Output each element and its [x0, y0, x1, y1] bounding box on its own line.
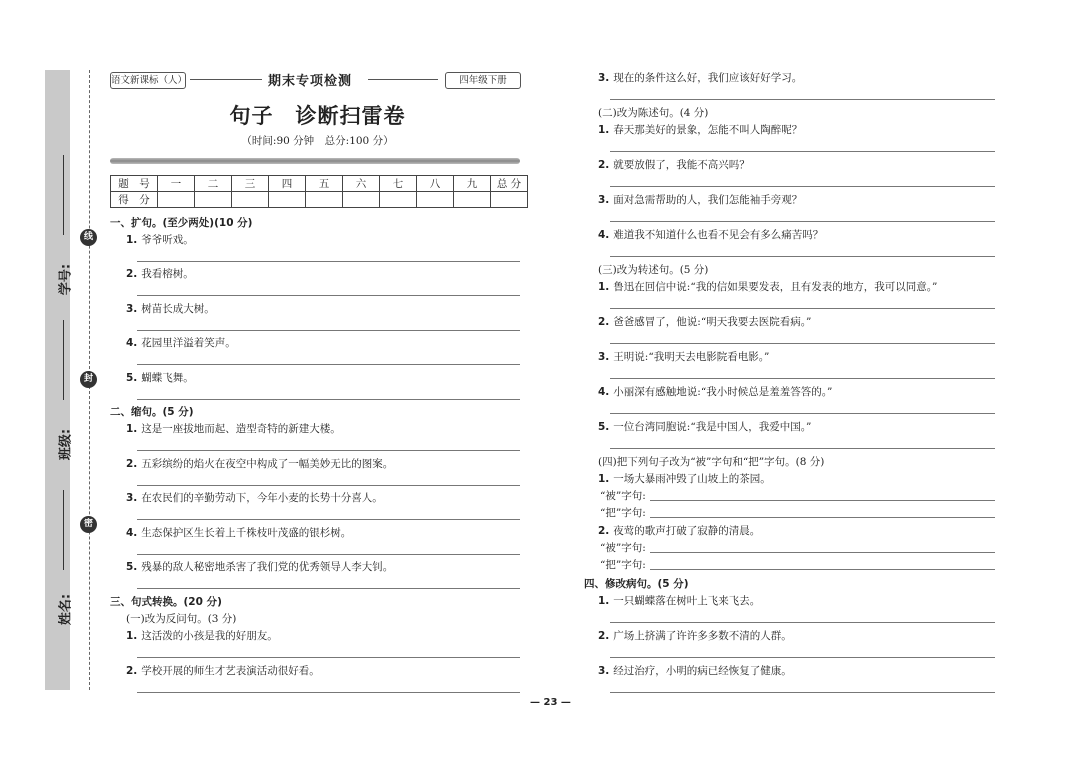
question-text: 五彩缤纷的焰火在夜空中构成了一幅美妙无比的图案。: [141, 458, 394, 470]
score-cell[interactable]: [232, 192, 269, 208]
score-cell[interactable]: [454, 192, 491, 208]
question-text: 我看榕树。: [141, 268, 194, 280]
question-text: 在农民们的辛勤劳动下，今年小麦的长势十分喜人。: [141, 492, 383, 504]
question: 2. 广场上挤满了许许多多数不清的人群。: [598, 630, 792, 642]
question-text: 现在的条件这么好，我们应该好好学习。: [613, 72, 803, 84]
bei-label: “被”字句:: [600, 542, 646, 554]
score-col: 八: [417, 176, 454, 192]
answer-line[interactable]: [610, 622, 995, 623]
question-text: 广场上挤满了许许多多数不清的人群。: [613, 630, 792, 642]
question: 1. 这活泼的小孩是我的好朋友。: [126, 630, 278, 642]
question-text: 面对急需帮助的人，我们怎能袖手旁观？: [613, 194, 803, 206]
question-text: 经过治疗，小明的病已经恢复了健康。: [613, 665, 792, 677]
question: 2. 就要放假了，我能不高兴吗？: [598, 159, 750, 171]
score-row-label: 题 号: [111, 176, 158, 192]
question: 5. 残暴的敌人秘密地杀害了我们党的优秀领导人李大钊。: [126, 561, 394, 573]
header-bar: [110, 158, 520, 164]
subsection-title: (二)改为陈述句。(4 分): [598, 107, 709, 119]
answer-line[interactable]: [137, 261, 520, 262]
score-cell[interactable]: [380, 192, 417, 208]
subsection-title: (一)改为反问句。(3 分): [126, 613, 237, 625]
question: 2. 爸爸感冒了，他说:“明天我要去医院看病。”: [598, 316, 812, 328]
page-number: — 23 —: [530, 697, 571, 708]
question-text: 鲁迅在回信中说:“我的信如果要发表，且有发表的地方，我可以同意。”: [613, 281, 938, 293]
question-text: 一场大暴雨冲毁了山坡上的茶园。: [613, 473, 771, 485]
answer-line[interactable]: [610, 99, 995, 100]
question-text: 花园里洋溢着笑声。: [141, 337, 236, 349]
answer-line[interactable]: [610, 221, 995, 222]
answer-line[interactable]: [610, 256, 995, 257]
header-rule-left: [190, 79, 262, 80]
answer-line[interactable]: [610, 378, 995, 379]
section-title: 四、修改病句。(5 分): [584, 578, 689, 590]
score-table-header-row: [111, 176, 528, 192]
score-col: 九: [454, 176, 491, 192]
answer-line[interactable]: [610, 692, 995, 693]
ba-label: “把”字句:: [600, 507, 646, 519]
name-label: 姓名:: [58, 593, 74, 626]
question-text: 生态保护区生长着上千株枝叶茂盛的银杉树。: [141, 527, 352, 539]
question: 1. 爷爷听戏。: [126, 234, 194, 246]
score-cell[interactable]: [158, 192, 195, 208]
question-text: 王明说:“我明天去电影院看电影。”: [613, 351, 770, 363]
question-text: 就要放假了，我能不高兴吗？: [613, 159, 750, 171]
question: 2. 五彩缤纷的焰火在夜空中构成了一幅美妙无比的图案。: [126, 458, 394, 470]
answer-line[interactable]: [137, 295, 520, 296]
subsection-title: (三)改为转述句。(5 分): [598, 264, 709, 276]
answer-line[interactable]: [137, 519, 520, 520]
header-rule-right: [368, 79, 438, 80]
answer-line[interactable]: [610, 186, 995, 187]
score-col: 七: [380, 176, 417, 192]
question-text: 难道我不知道什么也看不见会有多么痛苦吗？: [613, 229, 824, 241]
question-text: 学校开展的师生才艺表演活动很好看。: [141, 665, 320, 677]
question-text: 春天那美好的景象，怎能不叫人陶醉呢？: [613, 124, 803, 136]
answer-line[interactable]: [610, 413, 995, 414]
question-text: 这是一座拔地而起、造型奇特的新建大楼。: [141, 423, 341, 435]
name-line: [63, 490, 64, 570]
answer-line[interactable]: [137, 554, 520, 555]
student-id-label: 学号:: [58, 263, 74, 296]
series-title: 期末专项检测: [268, 74, 353, 89]
answer-line[interactable]: [650, 500, 995, 501]
score-col: 五: [306, 176, 343, 192]
question: 4. 花园里洋溢着笑声。: [126, 337, 236, 349]
section-title: 一、扩句。(至少两处)(10 分): [110, 217, 253, 229]
question-text: 一位台湾同胞说:“我是中国人，我爱中国。”: [613, 421, 812, 433]
question: 4. 小丽深有感触地说:“我小时候总是羞羞答答的。”: [598, 386, 833, 398]
question: 3. 现在的条件这么好，我们应该好好学习。: [598, 72, 803, 84]
class-label: 班级:: [58, 428, 74, 461]
score-col: 三: [232, 176, 269, 192]
score-col: 四: [269, 176, 306, 192]
question: 1. 鲁迅在回信中说:“我的信如果要发表，且有发表的地方，我可以同意。”: [598, 281, 938, 293]
question-text: 一只蝴蝶落在树叶上飞来飞去。: [613, 595, 761, 607]
ba-label: “把”字句:: [600, 559, 646, 571]
answer-line[interactable]: [137, 588, 520, 589]
score-table-score-row: [111, 192, 528, 208]
question: 3. 树苗长成大树。: [126, 303, 215, 315]
answer-line[interactable]: [650, 552, 995, 553]
section-title: 二、缩句。(5 分): [110, 406, 194, 418]
score-col: 一: [158, 176, 195, 192]
seal-mark-line: 线: [80, 229, 97, 246]
student-id-line: [63, 155, 64, 235]
score-cell[interactable]: [306, 192, 343, 208]
question: 4. 难道我不知道什么也看不见会有多么痛苦吗？: [598, 229, 824, 241]
question: 3. 经过治疗，小明的病已经恢复了健康。: [598, 665, 792, 677]
score-cell[interactable]: [269, 192, 306, 208]
question: 4. 生态保护区生长着上千株枝叶茂盛的银杉树。: [126, 527, 352, 539]
score-col: 总 分: [491, 176, 528, 192]
question-text: 这活泼的小孩是我的好朋友。: [141, 630, 278, 642]
answer-line[interactable]: [650, 569, 995, 570]
question: 1. 春天那美好的景象，怎能不叫人陶醉呢？: [598, 124, 803, 136]
score-table: [110, 175, 528, 208]
answer-line[interactable]: [137, 364, 520, 365]
question-text: 夜莺的歌声打破了寂静的清晨。: [613, 525, 761, 537]
question-text: 爷爷听戏。: [141, 234, 194, 246]
score-cell[interactable]: [417, 192, 454, 208]
answer-line[interactable]: [610, 448, 995, 449]
question: 1. 这是一座拔地而起、造型奇特的新建大楼。: [126, 423, 341, 435]
answer-line[interactable]: [610, 657, 995, 658]
question: 2. 夜莺的歌声打破了寂静的清晨。: [598, 525, 761, 537]
answer-line[interactable]: [137, 450, 520, 451]
subsection-title: (四)把下列句子改为“被”字句和“把”字句。(8 分): [598, 456, 825, 468]
question: 1. 一场大暴雨冲毁了山坡上的茶园。: [598, 473, 771, 485]
question: 3. 王明说:“我明天去电影院看电影。”: [598, 351, 770, 363]
question-text: 爸爸感冒了，他说:“明天我要去医院看病。”: [613, 316, 812, 328]
question: 2. 我看榕树。: [126, 268, 194, 280]
answer-line[interactable]: [137, 692, 520, 693]
seal-mark-seal: 封: [80, 371, 97, 388]
page-title: 句子 诊断扫雷卷: [229, 104, 406, 128]
score-row-label: 得 分: [111, 192, 158, 208]
seal-mark-secret: 密: [80, 516, 97, 533]
question: 3. 在农民们的辛勤劳动下，今年小麦的长势十分喜人。: [126, 492, 383, 504]
score-cell[interactable]: [343, 192, 380, 208]
bei-label: “被”字句:: [600, 490, 646, 502]
question-text: 残暴的敌人秘密地杀害了我们党的优秀领导人李大钊。: [141, 561, 394, 573]
question-text: 蝴蝶飞舞。: [141, 372, 194, 384]
question: 2. 学校开展的师生才艺表演活动很好看。: [126, 665, 320, 677]
answer-line[interactable]: [137, 399, 520, 400]
score-col: 六: [343, 176, 380, 192]
score-col: 二: [195, 176, 232, 192]
answer-line[interactable]: [137, 657, 520, 658]
question-text: 树苗长成大树。: [141, 303, 215, 315]
score-cell[interactable]: [491, 192, 528, 208]
answer-line[interactable]: [610, 308, 995, 309]
answer-line[interactable]: [650, 517, 995, 518]
class-line: [63, 320, 64, 400]
answer-line[interactable]: [610, 343, 995, 344]
question-text: 小丽深有感触地说:“我小时候总是羞羞答答的。”: [613, 386, 833, 398]
exam-info: （时间:90 分钟 总分:100 分）: [241, 135, 394, 147]
answer-line[interactable]: [137, 330, 520, 331]
grade-tag: 四年级下册: [445, 72, 521, 89]
question: 5. 一位台湾同胞说:“我是中国人，我爱中国。”: [598, 421, 812, 433]
answer-line[interactable]: [137, 485, 520, 486]
answer-line[interactable]: [610, 151, 995, 152]
edition-tag: 语文新课标（人）: [110, 72, 186, 89]
score-cell[interactable]: [195, 192, 232, 208]
question: 3. 面对急需帮助的人，我们怎能袖手旁观？: [598, 194, 803, 206]
section-title: 三、句式转换。(20 分): [110, 596, 222, 608]
question: 1. 一只蝴蝶落在树叶上飞来飞去。: [598, 595, 761, 607]
question: 5. 蝴蝶飞舞。: [126, 372, 194, 384]
